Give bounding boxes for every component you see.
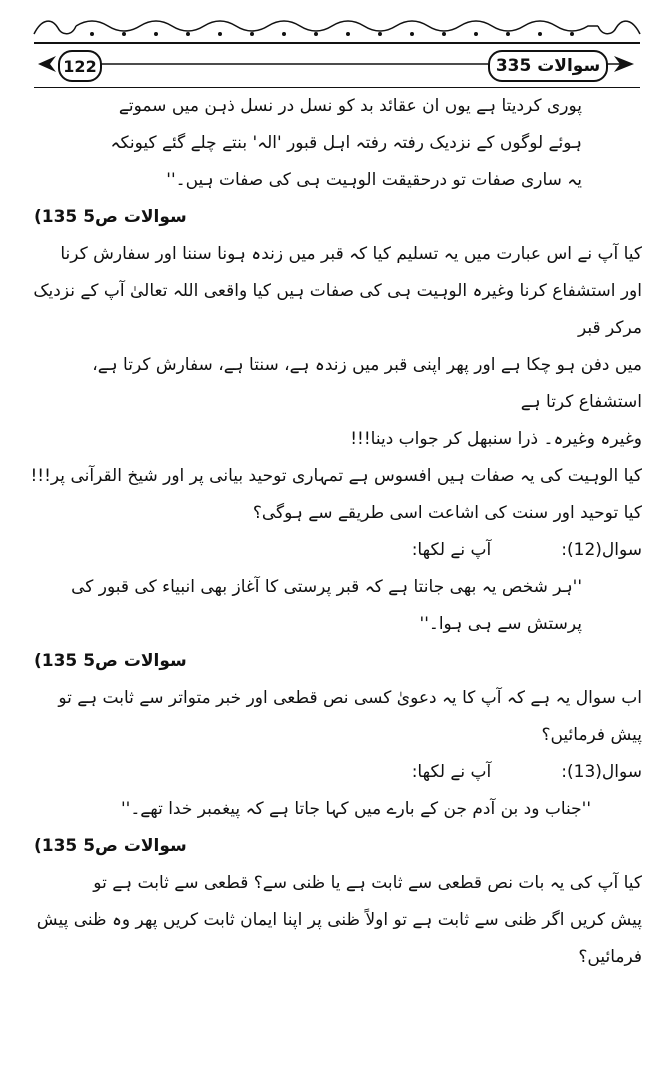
page-body <box>30 88 642 976</box>
quote-line: ''ہر شخص یہ بھی جانتا ہے کہ قبر پرستی کا آغاز بھی انبیاء کی قبور کی <box>71 577 582 597</box>
text-line: اب سوال یہ ہے کہ آپ کا یہ دعویٰ کسی نص قطعی اور خبر متواتر سے ثابت ہے تو پیش فرمائیں؟ <box>58 688 642 745</box>
text-line: کیا الوہیت کی یہ صفات ہیں افسوس ہے تمہاری توحید بیانی پر اور شیخ القرآنی پر!!! <box>30 466 642 486</box>
header-ornament-line <box>100 54 488 74</box>
text-line: کیا آپ نے اس عبارت میں یہ تسلیم کیا کہ قبر میں زندہ ہونا سننا اور سفارش کرنا <box>60 244 642 264</box>
right-arrow-ornament-icon <box>606 54 636 74</box>
text-line: اور استشفاع کرنا وغیرہ الوہیت ہی کی صفات ہیں کیا واقعی اللہ تعالیٰ آپ کے نزدیک مرکر قبر <box>33 281 642 338</box>
left-arrow-ornament-icon <box>36 54 58 74</box>
text-line: پیش کریں اگر ظنی سے ثابت ہے تو اولاً ظنی پر اپنا ایمان ثابت کریں پھر وہ ظنی پیش فرمائیں؟ <box>36 910 642 967</box>
quote-line: ہوئے لوگوں کے نزدیک رفتہ رفتہ اہل قبور 'الہ' بنتے چلے گئے کیونکہ <box>110 133 582 153</box>
quote-line: پوری کردیتا ہے یوں ان عقائد بد کو نسل در نسل ذہن میں سموتے <box>118 96 582 116</box>
text-line: میں دفن ہو چکا ہے اور پھر اپنی قبر میں زندہ ہے، سنتا ہے، سفارش کرتا ہے، استشفاع کرتا ہے <box>92 355 642 412</box>
book-title: 335 سوالات <box>488 50 608 82</box>
question-label: سوال(12): <box>561 540 642 560</box>
paragraph-2 <box>30 458 642 532</box>
reference-1: (135 سوالات ص5 <box>34 207 187 227</box>
paragraph-4 <box>30 865 642 976</box>
page-header <box>0 44 671 86</box>
reference-3: (135 سوالات ص5 <box>34 836 187 856</box>
quote-block-2 <box>30 569 642 643</box>
reference-2: (135 سوالات ص5 <box>34 651 187 671</box>
quote-block-3 <box>30 791 642 828</box>
quote-line: یہ ساری صفات تو درحقیقت الوہیت ہی کی صفات ہیں۔'' <box>166 170 582 190</box>
top-ornament-border <box>32 14 642 40</box>
question-wrote: آپ نے لکھا: <box>411 762 492 782</box>
question-12-heading <box>30 532 642 569</box>
question-label: سوال(13): <box>561 762 642 782</box>
question-wrote: آپ نے لکھا: <box>411 540 492 560</box>
text-line: کیا آپ کی یہ بات نص قطعی سے ثابت ہے یا ظنی سے؟ قطعی سے ثابت ہے تو <box>93 873 642 893</box>
paragraph-1 <box>30 236 642 458</box>
quote-line: ''جناب ود بن آدم جن کے بارے میں کہا جاتا ہے کہ پیغمبر خدا تھے۔'' <box>120 799 592 819</box>
paragraph-3 <box>30 680 642 754</box>
quote-block-1 <box>30 88 642 199</box>
text-line: وغیرہ وغیرہ۔ ذرا سنبھل کر جواب دینا!!! <box>350 429 642 449</box>
question-13-heading <box>30 754 642 791</box>
text-line: کیا توحید اور سنت کی اشاعت اسی طریقے سے ہوگی؟ <box>252 503 642 523</box>
page-number: 122 <box>58 50 102 82</box>
quote-line: پرستش سے ہی ہوا۔'' <box>419 614 582 634</box>
